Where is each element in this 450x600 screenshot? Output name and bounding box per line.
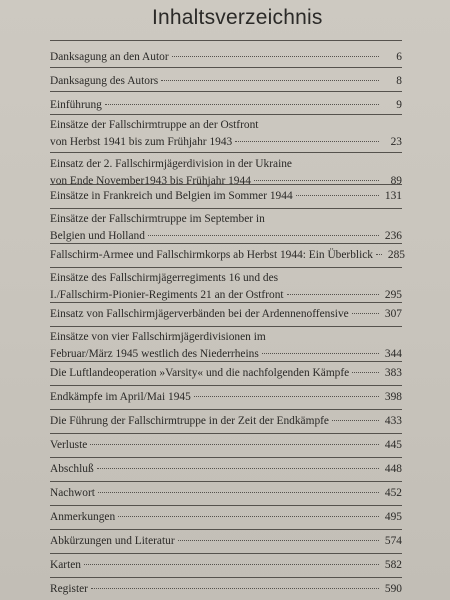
toc-entry-title: Verluste <box>50 439 88 451</box>
dot-leader <box>235 141 379 142</box>
toc-entry-title: Abkürzungen und Literatur <box>50 535 175 547</box>
toc-entry <box>50 306 402 323</box>
toc-entry-page: 307 <box>384 308 402 320</box>
dot-leader <box>352 372 379 373</box>
divider <box>50 243 402 244</box>
dot-leader <box>97 468 379 469</box>
toc-entry-page: 131 <box>384 190 402 202</box>
toc-entry-title: Einsätze des Fallschirmjägerregiments 16 und des <box>50 272 279 284</box>
dot-leader <box>90 444 379 445</box>
toc-entry-page: 344 <box>384 348 402 360</box>
divider <box>50 208 402 209</box>
dot-leader <box>172 56 379 57</box>
toc-entry-title: Anmerkungen <box>50 511 116 523</box>
dot-leader <box>161 80 379 81</box>
toc-entry-page: 495 <box>384 511 402 523</box>
toc-entry-page: 433 <box>384 415 402 427</box>
dot-leader <box>98 492 379 493</box>
toc-entry-title: Einführung <box>50 99 102 111</box>
dot-leader <box>194 396 379 397</box>
toc-entry <box>50 557 402 574</box>
dot-leader <box>178 540 379 541</box>
toc-entry-page: 236 <box>384 230 402 242</box>
divider <box>50 529 402 530</box>
toc-entry-title: Nachwort <box>50 487 95 499</box>
divider <box>50 433 402 434</box>
divider <box>50 577 402 578</box>
dot-leader <box>287 294 379 295</box>
divider <box>50 409 402 410</box>
toc-entry-page: 590 <box>384 583 402 595</box>
toc-entry-title: Einsatz von Fallschirmjägerverbänden bei der Ardennenoffensive <box>50 308 349 320</box>
toc-entry-page: 9 <box>396 99 402 111</box>
toc-entry <box>50 247 405 264</box>
toc-entry-title: Die Führung der Fallschirmtruppe in der Zeit der Endkämpfe <box>50 415 329 427</box>
toc-entry-title: Februar/März 1945 westlich des Niederrheins <box>50 348 259 360</box>
dot-leader <box>84 564 379 565</box>
divider <box>50 457 402 458</box>
toc-entry <box>50 211 402 245</box>
toc-entry-title: Einsätze von vier Fallschirmjägerdivisionen im <box>50 331 266 343</box>
divider <box>50 91 402 92</box>
toc-entry-title: Register <box>50 583 88 595</box>
divider <box>50 302 402 303</box>
toc-entry <box>50 581 402 598</box>
divider <box>50 326 402 327</box>
toc-entry-page: 574 <box>384 535 402 547</box>
toc-entry <box>50 117 402 151</box>
toc-entry-page: 383 <box>384 367 402 379</box>
toc-entry <box>50 437 402 454</box>
toc-entry <box>50 365 402 382</box>
divider <box>50 267 402 268</box>
toc-entry <box>50 485 402 502</box>
toc-entry-title: von Herbst 1941 bis zum Frühjahr 1943 <box>50 136 233 148</box>
toc-entry-page: 89 <box>390 175 402 187</box>
toc-entry-page: 445 <box>384 439 402 451</box>
toc-entry-title: Die Luftlandeoperation »Varsity« und die nachfolgenden Kämpfe <box>50 367 350 379</box>
divider <box>50 114 402 115</box>
toc-entry <box>50 188 402 205</box>
toc-entry-page: 582 <box>384 559 402 571</box>
divider <box>50 553 402 554</box>
toc-entry-title: I./Fallschirm-Pionier-Regiments 21 an der Ostfront <box>50 289 284 301</box>
toc-entry <box>50 413 402 430</box>
toc-entry-page: 6 <box>396 51 402 63</box>
toc-entry-page: 398 <box>384 391 402 403</box>
toc-entry-page: 8 <box>396 75 402 87</box>
dot-leader <box>352 313 379 314</box>
toc-entry-page: 295 <box>384 289 402 301</box>
dot-leader <box>118 516 379 517</box>
toc-entry-page: 285 <box>387 249 405 261</box>
toc-entry <box>50 461 402 478</box>
toc-entry-title: Einsätze der Fallschirmtruppe im September in <box>50 213 265 225</box>
toc-entry <box>50 97 402 114</box>
toc-entry <box>50 329 402 363</box>
toc-entry-title: Einsatz der 2. Fallschirmjägerdivision in der Ukraine <box>50 158 292 170</box>
toc-entry-page: 448 <box>384 463 402 475</box>
dot-leader <box>376 254 382 255</box>
toc-entry <box>50 509 402 526</box>
toc-entry-title: von Ende November1943 bis Frühjahr 1944 <box>50 175 251 187</box>
dot-leader <box>148 235 379 236</box>
toc-entry-title: Einsätze in Frankreich und Belgien im Sommer 1944 <box>50 190 293 202</box>
divider <box>50 184 402 185</box>
dot-leader <box>262 353 379 354</box>
page-title: Inhaltsverzeichnis <box>152 6 323 29</box>
divider <box>50 481 402 482</box>
toc-entry <box>50 73 402 90</box>
dot-leader <box>91 588 379 589</box>
divider <box>50 385 402 386</box>
divider <box>50 40 402 41</box>
toc-entry-page: 452 <box>384 487 402 499</box>
dot-leader <box>254 180 379 181</box>
toc-entry-title: Karten <box>50 559 81 571</box>
toc-entry-title: Danksagung an den Autor <box>50 51 169 63</box>
dot-leader <box>296 195 379 196</box>
dot-leader <box>332 420 379 421</box>
toc-entry-title: Belgien und Holland <box>50 230 145 242</box>
divider <box>50 67 402 68</box>
toc-entry <box>50 270 402 304</box>
divider <box>50 152 402 153</box>
toc-entry-title: Danksagung des Autors <box>50 75 159 87</box>
toc-entry <box>50 49 402 66</box>
toc-entry-page: 23 <box>390 136 402 148</box>
toc-entry <box>50 533 402 550</box>
toc-entry-title: Abschluß <box>50 463 94 475</box>
toc-entry-title: Einsätze der Fallschirmtruppe an der Ostfront <box>50 119 259 131</box>
divider <box>50 505 402 506</box>
dot-leader <box>105 104 379 105</box>
toc-entry-title: Endkämpfe im April/Mai 1945 <box>50 391 191 403</box>
toc-entry-title: Fallschirm-Armee und Fallschirmkorps ab Herbst 1944: Ein Überblick <box>50 249 373 261</box>
toc-entry <box>50 389 402 406</box>
divider <box>50 361 402 362</box>
